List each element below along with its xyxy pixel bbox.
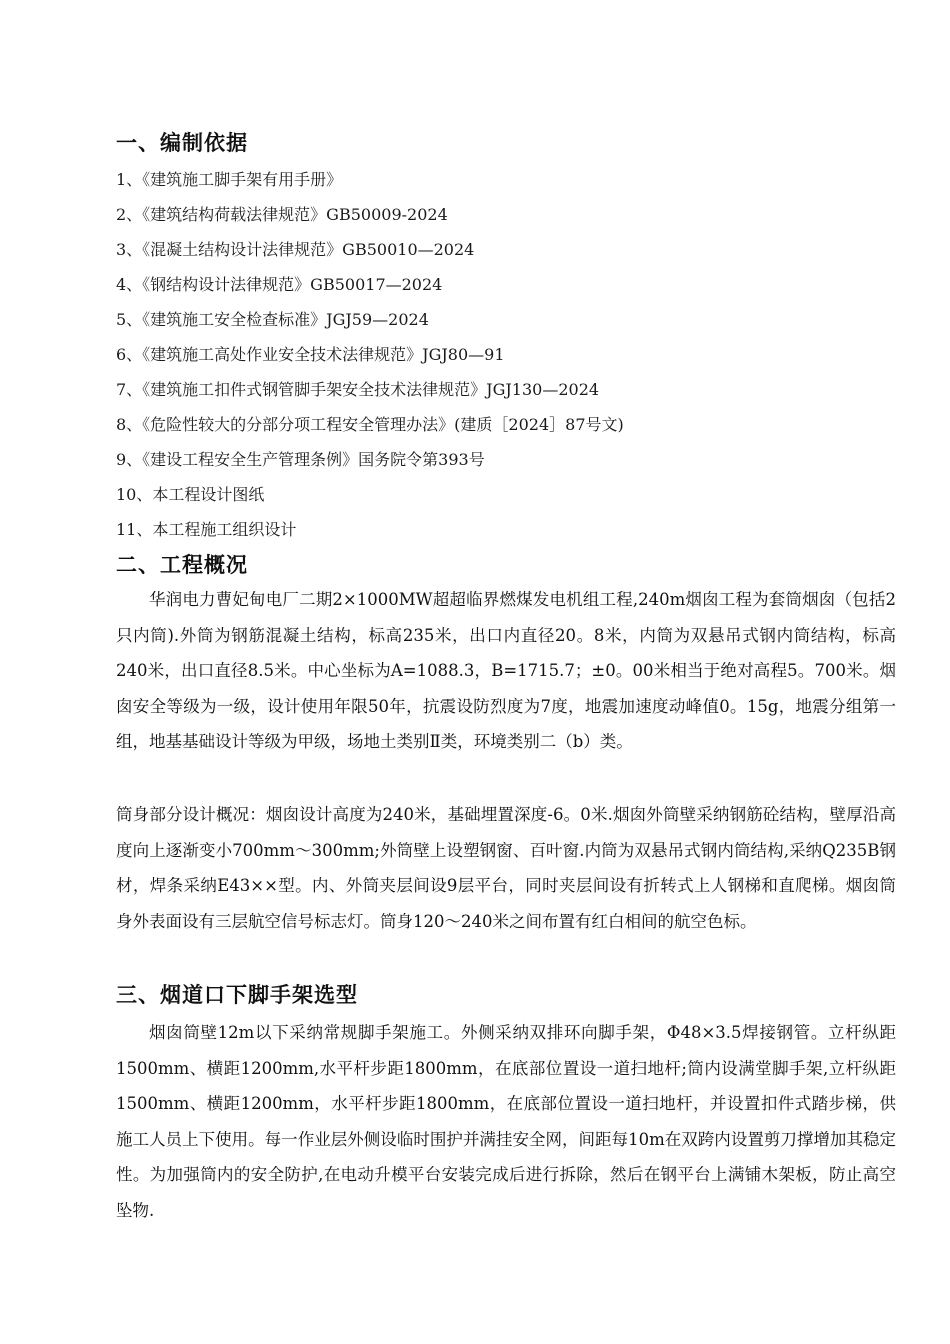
section-3-heading: 三、烟道口下脚手架选型 <box>116 983 358 1007</box>
reference-item-2: 2、《建筑结构荷载法律规范》GB50009-2024 <box>116 205 448 224</box>
reference-item-11: 11、本工程施工组织设计 <box>116 520 297 539</box>
section-1-heading: 一、编制依据 <box>116 131 248 155</box>
reference-item-3: 3、《混凝土结构设计法律规范》GB50010—2024 <box>116 240 475 259</box>
project-overview-paragraph: 华润电力曹妃甸电厂二期2×1000MW超超临界燃煤发电机组工程,240m烟囱工程为套筒烟囱（包括2只内筒).外筒为钢筋混凝土结构，标高235米，出口内直径20。8米，内筒为双悬吊式钢内筒结构，标高240米，出口直径8.5米。中心坐标为A=1088.3，B=1715.7；±0。00米相当于绝对高程5。700米。烟囱安全等级为一级，设计使用年限50年，抗震设防烈度为7度，地震加速度动峰值0。15g，地震分组第一组，地基基础设计等级为甲级，场地土类别Ⅱ类，环境类别二（b）类。 <box>116 590 896 751</box>
reference-item-6: 6、《建筑施工高处作业安全技术法律规范》JGJ80—91 <box>116 345 505 364</box>
chimney-design-paragraph: 筒身部分设计概况：烟囱设计高度为240米，基础埋置深度-6。0米.烟囱外筒壁采纳钢筋砼结构，壁厚沿高度向上逐渐变小700mm～300mm;外筒壁上设塑钢窗、百叶窗.内筒为双悬吊式钢内筒结构,采纳Q235B钢材，焊条采纳E43××型。内、外筒夹层间设9层平台，同时夹层间设有折转式上人钢梯和直爬梯。烟囱筒身外表面设有三层航空信号标志灯。筒身120～240米之间布置有红白相间的航空色标。 <box>116 805 896 931</box>
reference-item-1: 1、《建筑施工脚手架有用手册》 <box>116 170 343 189</box>
reference-item-7: 7、《建筑施工扣件式钢管脚手架安全技术法律规范》JGJ130—2024 <box>116 380 600 399</box>
scaffold-selection-paragraph: 烟囱筒壁12m以下采纳常规脚手架施工。外侧采纳双排环向脚手架，Φ48×3.5焊接钢管。立杆纵距1500mm、横距1200mm,水平杆步距1800mm，在底部位置设一道扫地杆;筒内设满堂脚手架,立杆纵距1500mm、横距1200mm，水平杆步距1800mm，在底部位置设一道扫地杆，并设置扣件式踏步梯，供施工人员上下使用。每一作业层外侧设临时围护并满挂安全网，间距每10m在双跨内设置剪刀撑增加其稳定性。为加强筒内的安全防护,在电动升模平台安装完成后进行拆除，然后在钢平台上满铺木架板，防止高空坠物. <box>116 1023 896 1220</box>
reference-item-5: 5、《建筑施工安全检查标准》JGJ59—2024 <box>116 310 429 329</box>
reference-item-10: 10、本工程设计图纸 <box>116 485 265 504</box>
reference-item-4: 4、《钢结构设计法律规范》GB50017—2024 <box>116 275 443 294</box>
reference-item-9: 9、《建设工程安全生产管理条例》国务院令第393号 <box>116 450 485 469</box>
reference-item-8: 8、《危险性较大的分部分项工程安全管理办法》(建质［2024］87号文) <box>116 415 624 434</box>
section-2-heading: 二、工程概况 <box>116 553 248 577</box>
